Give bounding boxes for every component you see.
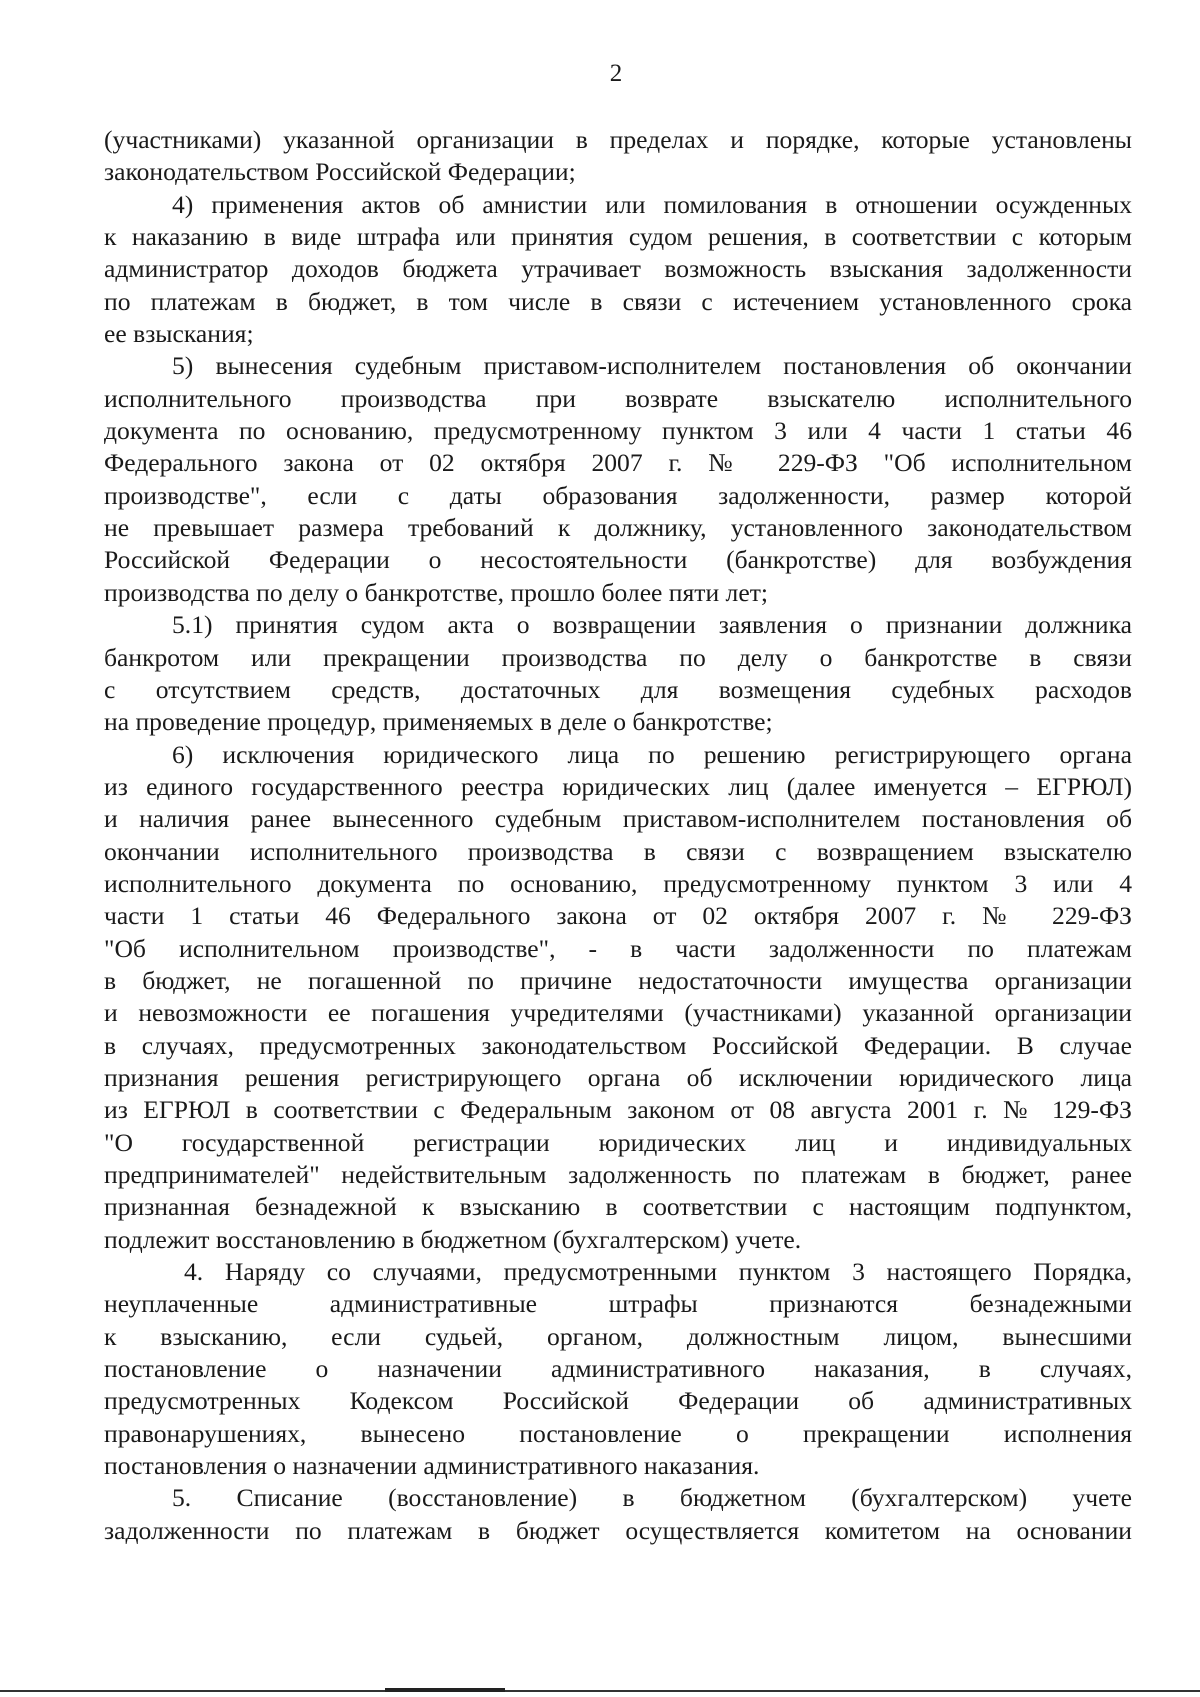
paragraph-section-4-line: постановления о назначении административного наказания. <box>104 1451 760 1481</box>
paragraph-section-4-line: к взысканию, если судьей, органом, должностным лицом, вынесшими <box>104 1321 1132 1351</box>
paragraph-item-5-line: Федерального закона от 02 октября 2007 г. № 229-ФЗ "Об исполнительном <box>104 448 1132 478</box>
paragraph-item-5-1-line: банкротом или прекращении производства по делу о банкротстве в связи <box>104 642 1132 672</box>
paragraph-item-6-line: и невозможности ее погашения учредителями (участниками) указанной организации <box>104 998 1132 1028</box>
paragraph-intro-continuation-line: законодательством Российской Федерации; <box>104 157 576 187</box>
paragraph-item-5-line: Российской Федерации о несостоятельности (банкротстве) для возбуждения <box>104 545 1132 575</box>
paragraph-item-5-1-line: 5.1) принятия судом акта о возвращении заявления о признании должника <box>172 610 1132 640</box>
page-bottom-rule-mark <box>385 1688 505 1692</box>
paragraph-item-5-1-line: на проведение процедур, применяемых в деле о банкротстве; <box>104 707 773 737</box>
paragraph-item-4-line: к наказанию в виде штрафа или принятия судом решения, в соответствии с которым <box>104 222 1132 252</box>
document-body <box>104 124 1132 1547</box>
paragraph-item-6-line: "Об исполнительном производстве", - в части задолженности по платежам <box>104 933 1132 963</box>
paragraph-section-5-line: задолженности по платежам в бюджет осуществляется комитетом на основании <box>104 1515 1132 1545</box>
paragraph-item-6-line: 6) исключения юридического лица по решению регистрирующего органа <box>172 739 1132 769</box>
paragraph-item-6-line: исполнительного документа по основанию, предусмотренному пунктом 3 или 4 <box>104 868 1132 898</box>
paragraph-section-5-line: 5. Списание (восстановление) в бюджетном (бухгалтерском) учете <box>172 1483 1132 1513</box>
page-number: 2 <box>609 60 623 87</box>
paragraph-item-6-line: в бюджет, не погашенной по причине недостаточности имущества организации <box>104 965 1132 995</box>
paragraph-item-6-line: подлежит восстановлению в бюджетном (бухгалтерском) учете. <box>104 1224 802 1254</box>
paragraph-item-5-line: производства по делу о банкротстве, прошло более пяти лет; <box>104 577 768 607</box>
paragraph-section-4-line: предусмотренных Кодексом Российской Федерации об административных <box>104 1386 1132 1416</box>
paragraph-item-6-line: признанная безнадежной к взысканию в соответствии с настоящим подпунктом, <box>104 1192 1132 1222</box>
paragraph-item-6-line: признания решения регистрирующего органа об исключении юридического лица <box>104 1062 1132 1092</box>
paragraph-item-4-line: по платежам в бюджет, в том числе в связи с истечением установленного срока <box>104 286 1132 316</box>
paragraph-item-6-line: "О государственной регистрации юридических лиц и индивидуальных <box>104 1127 1132 1157</box>
paragraph-item-4-line: администратор доходов бюджета утрачивает возможность взыскания задолженности <box>104 254 1132 284</box>
paragraph-item-5-line: производстве", если с даты образования задолженности, размер которой <box>104 480 1132 510</box>
paragraph-item-6-line: и наличия ранее вынесенного судебным приставом-исполнителем постановления об <box>104 804 1132 834</box>
paragraph-intro-continuation-line: (участниками) указанной организации в пределах и порядке, которые установлены <box>104 125 1132 154</box>
paragraph-item-5-1-line: с отсутствием средств, достаточных для возмещения судебных расходов <box>104 674 1132 704</box>
paragraph-item-6-line: в случаях, предусмотренных законодательством Российской Федерации. В случае <box>104 1030 1132 1060</box>
paragraph-item-6-line: предпринимателей" недействительным задолженность по платежам в бюджет, ранее <box>104 1160 1132 1189</box>
paragraph-item-4-line: ее взыскания; <box>104 319 254 349</box>
paragraph-section-4-line: неуплаченные административные штрафы признаются безнадежными <box>104 1289 1132 1319</box>
paragraph-item-6-line: из ЕГРЮЛ в соответствии с Федеральным законом от 08 августа 2001 г. № 129-ФЗ <box>104 1095 1132 1125</box>
paragraph-item-5-line: документа по основанию, предусмотренному пунктом 3 или 4 части 1 статьи 46 <box>104 416 1132 446</box>
paragraph-item-5-line: исполнительного производства при возврате взыскателю исполнительного <box>104 383 1132 413</box>
paragraph-item-5-line: 5) вынесения судебным приставом-исполнителем постановления об окончании <box>172 351 1132 381</box>
paragraph-item-4-line: 4) применения актов об амнистии или помилования в отношении осужденных <box>172 189 1132 219</box>
paragraph-item-6-line: окончании исполнительного производства в связи с возвращением взыскателю <box>104 836 1132 866</box>
paragraph-section-4-line: постановление о назначении административного наказания, в случаях, <box>104 1354 1132 1384</box>
paragraph-item-5-line: не превышает размера требований к должнику, установленного законодательством <box>104 513 1132 543</box>
paragraph-section-4-line: 4. Наряду со случаями, предусмотренными пунктом 3 настоящего Порядка, <box>184 1257 1132 1287</box>
page-bottom-rule <box>0 1690 1200 1692</box>
paragraph-item-6-line: части 1 статьи 46 Федерального закона от 02 октября 2007 г. № 229-ФЗ <box>104 901 1132 931</box>
paragraph-section-4-line: правонарушениях, вынесено постановление о прекращении исполнения <box>104 1418 1132 1448</box>
paragraph-item-6-line: из единого государственного реестра юридических лиц (далее именуется – ЕГРЮЛ) <box>104 771 1132 801</box>
